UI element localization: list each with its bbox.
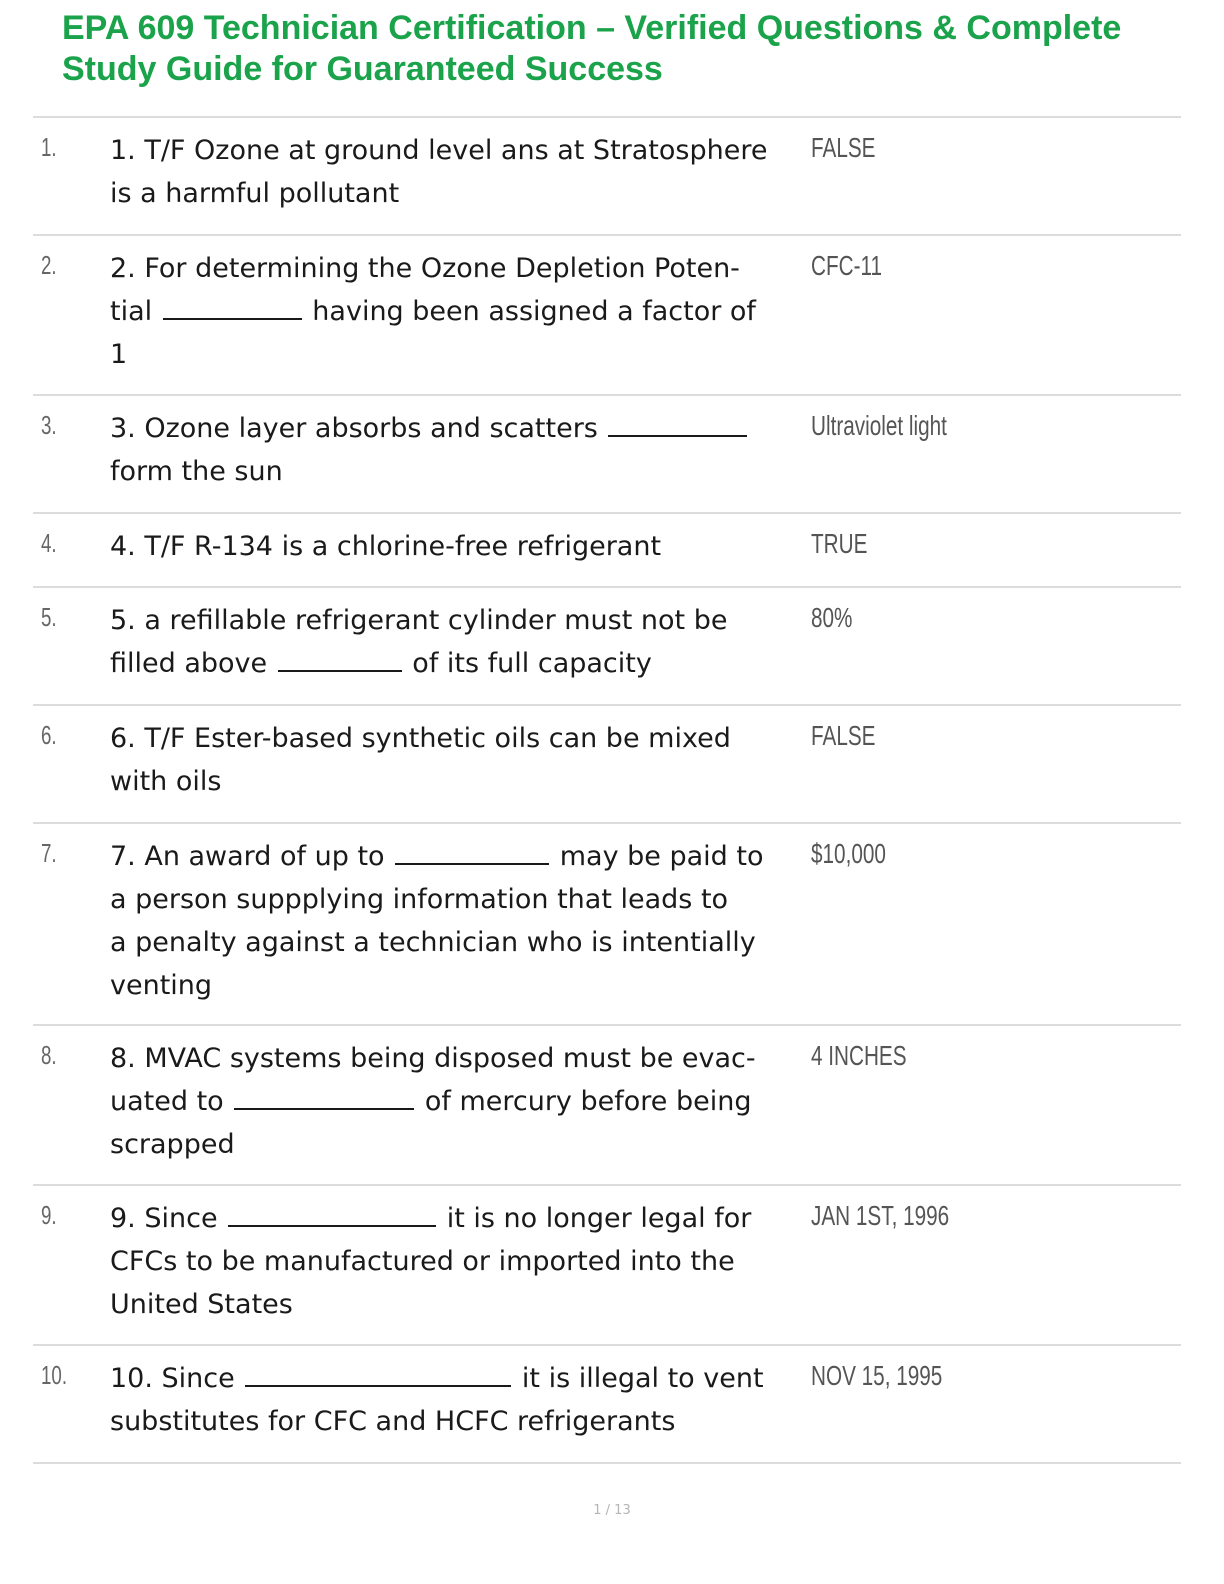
question-text: 4. T/F R-134 is a chlorine-free refrigerant [110, 531, 662, 562]
fill-in-blank [163, 292, 302, 320]
flashcard [33, 704, 1181, 822]
question-text: 1. T/F Ozone at ground level ans at Stratosphere [110, 135, 768, 166]
fill-in-blank [245, 1359, 511, 1387]
question-line [110, 290, 810, 333]
question-text: 6. T/F Ester-based synthetic oils can be mixed [110, 723, 731, 754]
card-number: 1. [41, 132, 57, 162]
card-answer: $10,000 [811, 838, 886, 869]
question-text: 7. An award of up to [110, 841, 394, 872]
card-question [110, 1197, 810, 1326]
question-line [110, 1400, 810, 1443]
card-number: 5. [41, 602, 57, 632]
flashcard [33, 1184, 1181, 1344]
card-answer: Ultraviolet light [811, 410, 947, 441]
question-line [110, 247, 810, 290]
card-question [110, 717, 810, 803]
card-answer: 4 INCHES [811, 1040, 907, 1071]
question-line [110, 1283, 810, 1326]
card-answer: FALSE [811, 132, 876, 163]
question-line [110, 1080, 810, 1123]
question-text: with oils [110, 766, 222, 797]
question-line [110, 921, 810, 964]
card-answer: 80% [811, 602, 853, 633]
card-number: 4. [41, 528, 57, 558]
question-line [110, 333, 810, 376]
question-text: substitutes for CFC and HCFC refrigerants [110, 1406, 676, 1437]
question-line [110, 760, 810, 803]
flashcard [33, 822, 1181, 1024]
page-indicator: 1 / 13 [593, 1503, 631, 1518]
card-number: 9. [41, 1200, 57, 1230]
question-text: CFCs to be manufactured or imported into the [110, 1246, 735, 1277]
card-answer: TRUE [811, 528, 868, 559]
fill-in-blank [608, 409, 747, 437]
card-number: 6. [41, 720, 57, 750]
question-line [110, 878, 810, 921]
question-text: of mercury before being [416, 1086, 752, 1117]
question-line [110, 599, 810, 642]
question-text: of its full capacity [403, 648, 652, 679]
question-line [110, 129, 810, 172]
card-question [110, 1357, 810, 1443]
card-number: 3. [41, 410, 57, 440]
card-number: 10. [41, 1360, 68, 1390]
card-number: 7. [41, 838, 57, 868]
question-text: is a harmful pollutant [110, 178, 400, 209]
question-line [110, 525, 810, 568]
question-text: it is no longer legal for [438, 1203, 752, 1234]
question-text: a penalty against a technician who is intentially [110, 927, 756, 958]
card-number: 8. [41, 1040, 57, 1070]
question-line [110, 1240, 810, 1283]
question-text: tial [110, 296, 161, 327]
fill-in-blank [395, 837, 549, 865]
question-text: 3. Ozone layer absorbs and scatters [110, 413, 607, 444]
question-line [110, 1197, 810, 1240]
question-text: having been assigned a factor of [303, 296, 756, 327]
card-question [110, 247, 810, 376]
flashcard [33, 512, 1181, 586]
flashcard [33, 1344, 1181, 1462]
card-divider [33, 1462, 1181, 1464]
card-answer: FALSE [811, 720, 876, 751]
question-text: 5. a refillable refrigerant cylinder must not be [110, 605, 728, 636]
question-text: 9. Since [110, 1203, 227, 1234]
flashcard [33, 234, 1181, 394]
question-text: United States [110, 1289, 293, 1320]
card-number: 2. [41, 250, 57, 280]
question-line [110, 835, 810, 878]
flashcard [33, 394, 1181, 512]
card-question [110, 525, 810, 568]
card-question [110, 1037, 810, 1166]
question-text: it is illegal to vent [513, 1363, 764, 1394]
card-question [110, 835, 810, 1007]
question-line [110, 407, 810, 450]
card-question [110, 599, 810, 685]
question-line [110, 1357, 810, 1400]
question-text: venting [110, 970, 213, 1001]
question-text: 1 [110, 339, 128, 370]
question-text: 10. Since [110, 1363, 244, 1394]
question-text: scrapped [110, 1129, 235, 1160]
flashcard [33, 1024, 1181, 1184]
question-text: filled above [110, 648, 276, 679]
question-line [110, 642, 810, 685]
question-text: may be paid to [551, 841, 764, 872]
question-line [110, 1037, 810, 1080]
question-text: uated to [110, 1086, 233, 1117]
question-line [110, 172, 810, 215]
card-answer: CFC-11 [811, 250, 882, 281]
card-question [110, 129, 810, 215]
question-text: a person suppplying information that leads to [110, 884, 729, 915]
question-text: 8. MVAC systems being disposed must be evac- [110, 1043, 756, 1074]
card-answer: JAN 1ST, 1996 [811, 1200, 950, 1231]
card-question [110, 407, 810, 493]
question-text: 2. For determining the Ozone Depletion Poten- [110, 253, 740, 284]
question-line [110, 717, 810, 760]
question-line [110, 450, 810, 493]
fill-in-blank [278, 644, 402, 672]
flashcard [33, 116, 1181, 234]
question-text: form the sun [110, 456, 283, 487]
card-answer: NOV 15, 1995 [811, 1360, 943, 1391]
fill-in-blank [234, 1082, 414, 1110]
question-line [110, 964, 810, 1007]
document-title: EPA 609 Technician Certification – Verified Questions & Complete Study Guide for Guaranteed Success [62, 9, 1122, 88]
question-line [110, 1123, 810, 1166]
fill-in-blank [228, 1199, 436, 1227]
flashcard [33, 586, 1181, 704]
